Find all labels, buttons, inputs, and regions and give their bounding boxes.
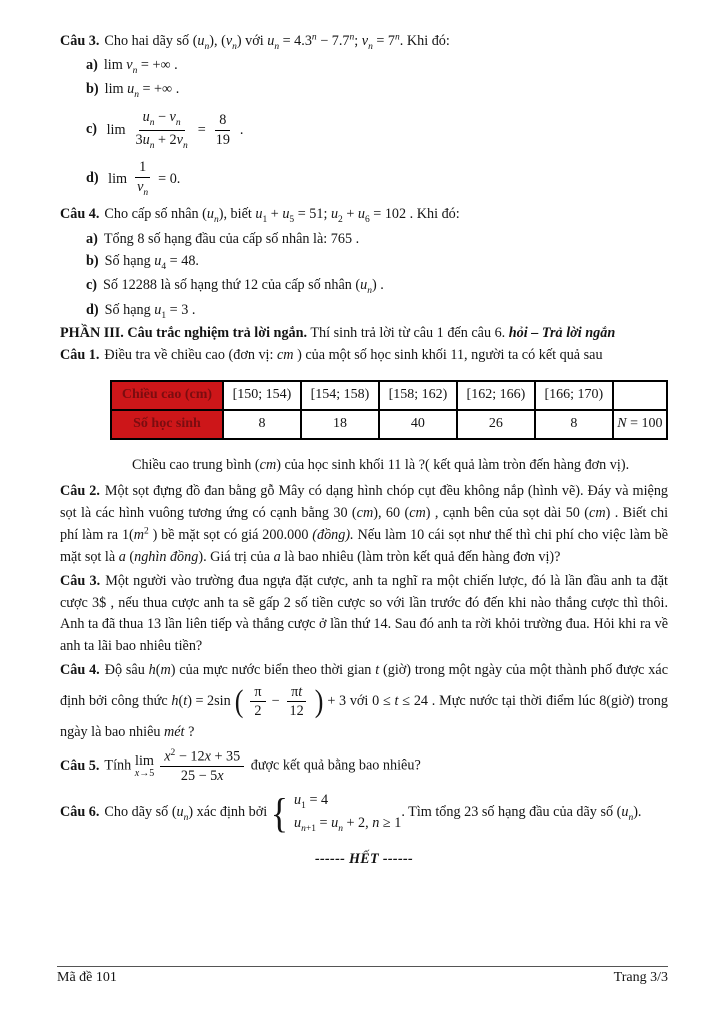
question-5-short	[60, 746, 668, 786]
count-cell: 18	[301, 410, 379, 439]
fraction-numerator: $x^2 - 12x + 35$	[160, 748, 244, 767]
fraction-numerator: 1	[135, 159, 150, 177]
system-lines	[294, 790, 401, 836]
interval-cell-empty	[613, 381, 667, 410]
interval-cell: [166; 170)	[535, 381, 613, 410]
part-3-suffix: hỏi – Trả lời ngắn	[508, 325, 616, 342]
question-6-lead: Cho dãy số $(u_n)$ xác định bởi	[104, 804, 268, 823]
period: .	[239, 122, 244, 139]
option-d-math	[108, 157, 180, 200]
exam-code: Mã đề 101	[57, 970, 117, 985]
option-d-tail: = 0.	[158, 170, 181, 187]
interval-cell: [158; 162)	[379, 381, 457, 410]
question-1-label: Câu 1.	[60, 346, 100, 363]
question-2-short	[60, 481, 668, 568]
fraction-denominator: 19	[215, 131, 230, 148]
system-brace: {	[270, 789, 289, 836]
fraction-numerator: πt	[287, 684, 306, 702]
option-d	[86, 299, 668, 324]
system-line-2: $u_{n+1} = u_n + 2$, n ≥ 1	[294, 814, 402, 834]
option-b-letter: b)	[86, 252, 99, 269]
table-row-counts	[111, 410, 667, 439]
option-a	[86, 54, 668, 79]
question-2-label: Câu 2.	[60, 483, 100, 500]
lim-subscript: x→5	[134, 768, 155, 780]
option-b-letter: b)	[86, 81, 99, 98]
fraction-numerator: 8	[215, 112, 230, 130]
count-cell: 8	[535, 410, 613, 439]
question-3-head	[60, 30, 668, 54]
fraction-numerator: $u_n - v_n$	[139, 109, 185, 131]
fraction-denominator: 25 − 5x	[180, 768, 224, 785]
part-3-title: PHẦN III. Câu trắc nghiệm trả lời ngắn.	[60, 325, 308, 342]
interval-cell: [154; 158)	[301, 381, 379, 410]
question-3-label: Câu 3.	[60, 32, 100, 49]
count-total-cell: N = 100	[613, 410, 667, 439]
option-d-text: Số hạng $u_1 = 3$ .	[104, 301, 196, 321]
question-3-statement: Cho hai dãy số $(u_n)$, $(v_n)$ với $u_n = 4.3^n - 7.7^n$; $v_n = 7^n$. Khi đó:	[104, 32, 450, 52]
question-4-true-false	[60, 204, 668, 323]
math-fraction	[132, 109, 192, 152]
math-fraction	[250, 684, 265, 720]
part-3-instruction: Thí sinh trả lời từ câu 1 đến câu 6.	[310, 325, 506, 342]
table-header-count: Số học sinh	[111, 410, 223, 439]
question-4-tail: với 0 ≤ t ≤ 24 . Mực nước tại thời điểm lúc 8(giờ) trong ngày là bao nhiêu mét ?	[60, 693, 668, 740]
question-1-note: Chiều cao trung bình (cm) của học sinh khối 11 là ?( kết quả làm tròn đến hàng đơn vị).	[132, 456, 630, 473]
option-c-math	[107, 107, 244, 154]
option-c	[86, 274, 668, 299]
question-2-text: Một sọt đựng đồ đan bằng gỗ Mây có dạng hình chóp cụt đều không nắp (hình vẽ). Đáy và miệng sọt là các hình vuông tương ứng có cạnh bằng 30 (cm), 60 (cm) , cạnh bên của sọt dài 50 (cm) . Biết chi phí làm ra $1(m^2$ ) bề mặt sọt có giá 200.000 (đồng). Nếu làm 10 cái sọt như thế thì chi phí cho việc làm bề mặt sọt là a (nghìn đồng). Giá trị của a là bao nhiêu (làm tròn kết quả đến hàng đơn vị)?	[60, 483, 669, 565]
option-a-letter: a)	[86, 230, 98, 247]
question-3-true-false	[60, 30, 668, 200]
equals-sign: =	[197, 122, 206, 139]
count-cell: 40	[379, 410, 457, 439]
option-b-text: Số hạng $u_4 = 48$.	[104, 252, 199, 272]
question-3-short	[60, 571, 668, 657]
recurrence-system	[271, 790, 402, 836]
count-cell: 8	[223, 410, 301, 439]
question-4-label: Câu 4.	[60, 206, 100, 223]
question-5-pre: Tính	[104, 757, 132, 774]
math-fraction	[212, 112, 234, 148]
question-4-statement: Cho cấp số nhân $(u_n)$, biết $u_1 + u_5 = 51$; $u_2 + u_6 = 102$ . Khi đó:	[104, 206, 460, 226]
question-3-text: Một người vào trường đua ngựa đặt cược, anh ta nghĩ ra một chiến lược, đó là lần đầu anh ta đặt cược 3$ , nếu thua cược anh ta sẽ gấp 2 số tiền cược so với lần trước đó đến khi nào thắng cược thì thôi. Anh ta đã thua 13 lần liên tiếp và thắng cược ở lần thứ 14. Sau đó anh ta rời khỏi trường đua. Hỏi khi ra về anh ta lãi bao nhiêu tiền?	[60, 573, 668, 654]
tide-formula	[171, 682, 346, 722]
question-1-text: Điều tra về chiều cao (đơn vị: cm ) của một số học sinh khối 11, người ta có kết quả sau	[104, 346, 603, 363]
table-row-intervals	[111, 381, 667, 410]
end-of-exam-marker: ------ HẾT ------	[314, 850, 414, 867]
lim-symbol: lim	[106, 122, 126, 139]
question-1-head	[60, 345, 668, 366]
page-footer	[57, 966, 668, 986]
question-6-tail: . Tìm tổng 23 số hạng đầu của dãy số $(u_n)$.	[401, 804, 642, 823]
question-4-lead: Độ sâu h(m) của mực nước biển theo thời gian t (giờ) trong một ngày của một thành phố được xác định bởi công thức	[60, 662, 668, 710]
option-d	[86, 157, 668, 200]
option-d-letter: d)	[86, 301, 99, 318]
option-a	[86, 228, 668, 250]
height-frequency-table	[110, 380, 668, 440]
question-6-short	[60, 790, 668, 836]
formula-prefix: h(t) = 2sin	[171, 693, 231, 710]
option-a-text: Tổng 8 số hạng đầu của cấp số nhân là: 765 .	[103, 230, 360, 247]
math-fraction	[286, 684, 308, 720]
question-5-label: Câu 5.	[60, 757, 100, 774]
question-3-label: Câu 3.	[60, 573, 101, 590]
lim-symbol: lim	[135, 752, 154, 769]
math-fraction	[133, 159, 152, 198]
question-4-short	[60, 660, 668, 743]
lim-with-subscript	[135, 754, 154, 779]
question-1-short	[60, 345, 668, 477]
option-a-letter: a)	[86, 56, 98, 73]
math-fraction	[160, 748, 244, 784]
interval-cell: [150; 154)	[223, 381, 301, 410]
option-b	[86, 78, 668, 103]
limit-expression	[135, 746, 247, 786]
fraction-denominator: 2	[254, 703, 262, 720]
option-d-letter: d)	[86, 170, 99, 187]
question-6-label: Câu 6.	[60, 804, 100, 820]
fraction-numerator: π	[250, 684, 265, 702]
option-b	[86, 250, 668, 275]
page-number: Trang 3/3	[613, 970, 668, 985]
fraction-denominator: 12	[289, 703, 304, 720]
question-4-label: Câu 4.	[60, 662, 100, 679]
fraction-denominator: $3u_n + 2v_n$	[135, 131, 188, 151]
option-a-text: $\lim v_n$ = +∞ .	[103, 56, 178, 76]
formula-suffix: + 3	[327, 693, 347, 710]
table-header-height: Chiều cao (cm)	[111, 381, 223, 410]
fraction-denominator: $v_n$	[137, 178, 149, 198]
question-5-post: được kết quả bằng bao nhiêu?	[250, 757, 421, 774]
option-c	[86, 107, 668, 154]
lim-symbol: lim	[108, 170, 128, 187]
option-b-text: $\lim u_n$ = +∞ .	[104, 81, 180, 101]
question-4-head	[60, 204, 668, 227]
option-c-letter: c)	[86, 121, 98, 138]
part-3-header	[60, 323, 668, 344]
minus-sign: −	[271, 693, 280, 710]
big-paren-open: (	[234, 683, 244, 719]
option-c-text: Số 12288 là số hạng thứ 12 của cấp số nhân $(u_n)$ .	[103, 277, 384, 296]
option-c-letter: c)	[86, 277, 98, 294]
interval-cell: [162; 166)	[457, 381, 535, 410]
count-cell: 26	[457, 410, 535, 439]
big-paren-close: )	[314, 683, 324, 719]
system-line-1: $u_1 = 4$	[294, 791, 329, 811]
